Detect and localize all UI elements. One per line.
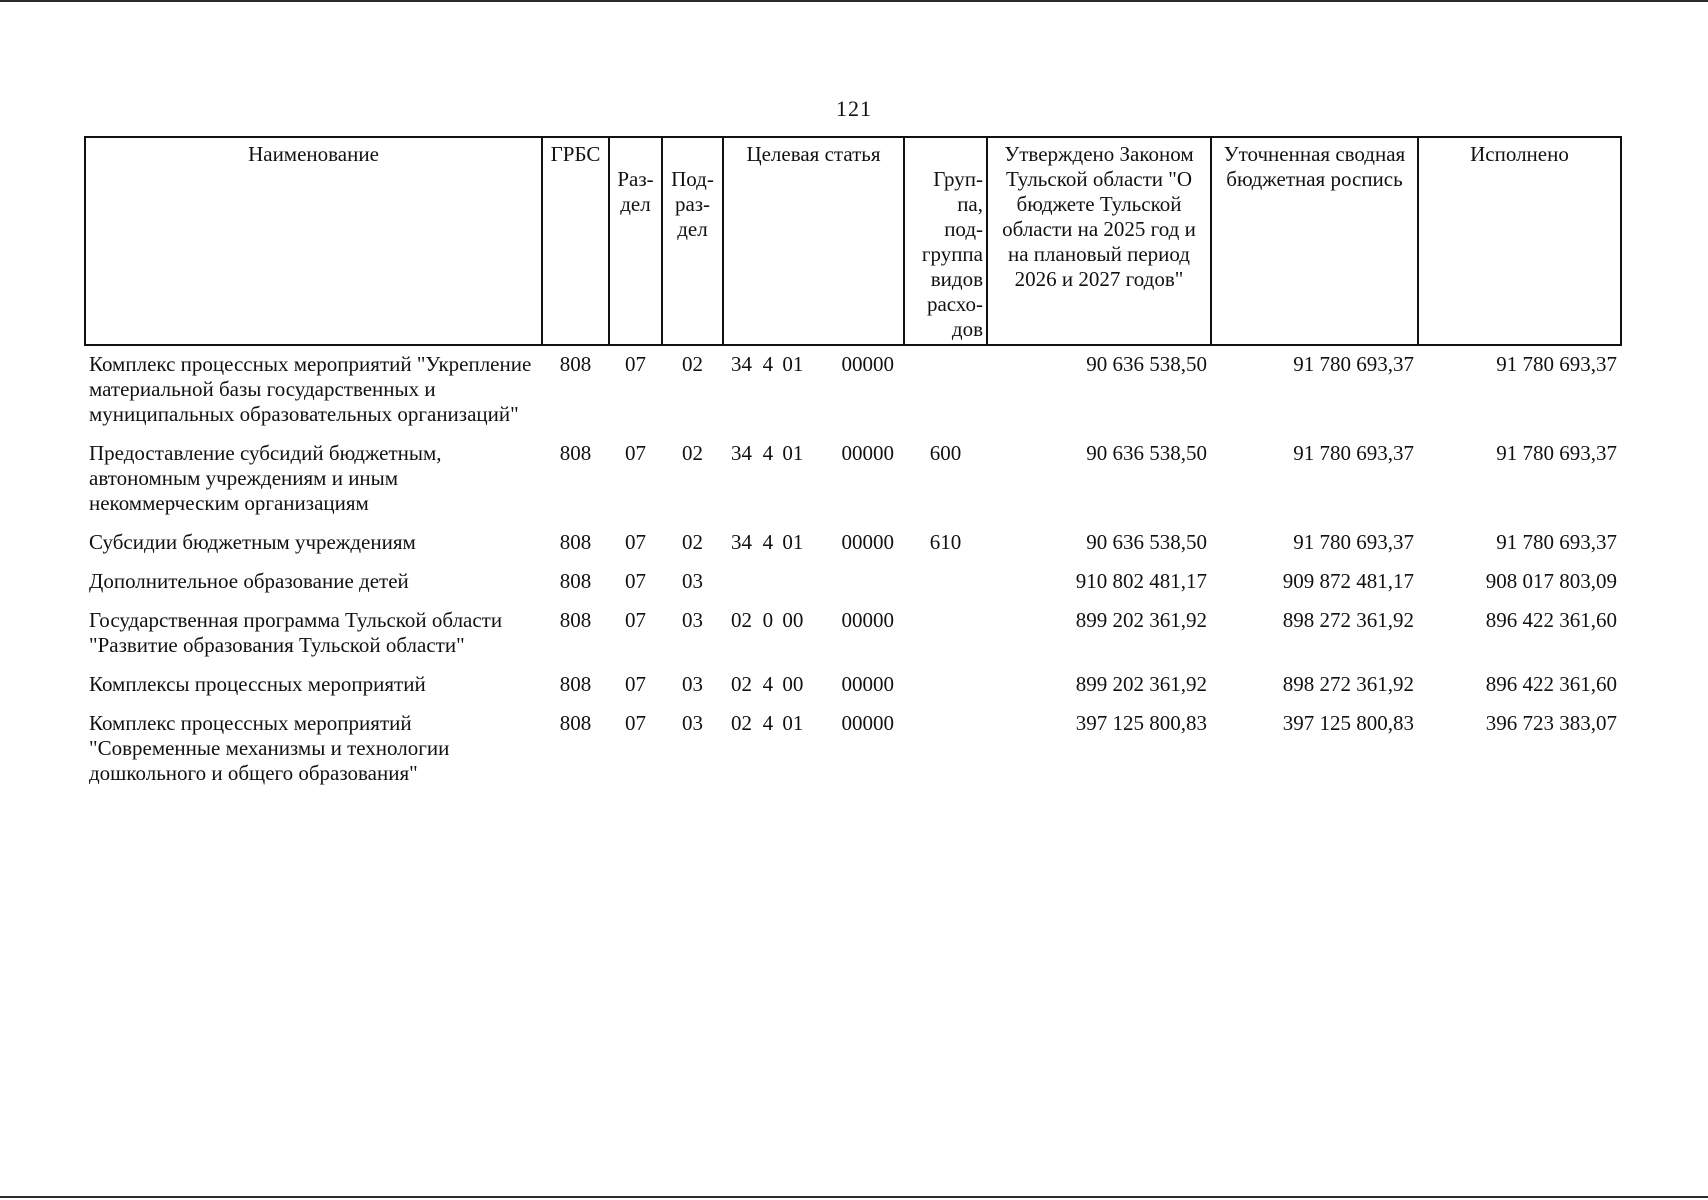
table-row: [85, 569, 1621, 608]
cell-gruppa: [904, 345, 987, 441]
header-celevaya-statya-text: Целевая статья: [746, 142, 881, 166]
cell-utverzhdeno: 90 636 538,50: [1086, 441, 1207, 465]
cell-utverzhdeno: 90 636 538,50: [1086, 530, 1207, 554]
cell-podrazdel: 03: [682, 672, 703, 696]
cs-type: 4: [762, 352, 774, 376]
cell-podrazdel: 03: [682, 711, 703, 735]
cs-element: 01: [782, 530, 804, 554]
cs-direction: 00000: [841, 441, 894, 465]
header-celevaya-statya: [723, 137, 904, 345]
cell-grbs: 808: [559, 672, 592, 696]
cs-element: 00: [782, 672, 804, 696]
table-row: [85, 345, 1621, 441]
cell-utochnennaya: 397 125 800,83: [1282, 711, 1414, 735]
cell-utverzhdeno: 397 125 800,83: [1075, 711, 1207, 735]
header-name: [85, 137, 542, 345]
cell-gruppa: 600: [929, 441, 962, 465]
cell-ispolneno: 91 780 693,37: [1496, 352, 1617, 376]
cell-podrazdel: 03: [682, 569, 703, 593]
header-utochnennaya-text: Уточненная сводная бюджетная роспись: [1223, 142, 1406, 191]
header-razdel-text: Раз- дел: [617, 167, 654, 216]
cell-podrazdel: 03: [682, 608, 703, 632]
table-row: [85, 608, 1621, 672]
cell-utverzhdeno: 90 636 538,50: [1086, 352, 1207, 376]
cell-podrazdel: 02: [682, 441, 703, 465]
cell-name: Комплекс процессных мероприятий "Укрепление материальной базы государственных и муниципальных образовательных организаций": [89, 352, 532, 426]
scan-edge-bottom: [0, 1196, 1708, 1198]
cell-utochnennaya: 909 872 481,17: [1282, 569, 1414, 593]
cell-name: Комплекс процессных мероприятий "Современные механизмы и технологии дошкольного и общего образования": [89, 711, 450, 785]
cs-program: 02: [731, 672, 752, 696]
table-row: [85, 530, 1621, 569]
scan-edge-top: [0, 0, 1708, 2]
cell-gruppa: [904, 569, 987, 608]
cs-direction: 00000: [841, 672, 894, 696]
cell-utochnennaya: 898 272 361,92: [1282, 608, 1414, 632]
cell-razdel: 07: [625, 711, 646, 735]
header-utverzhdeno-text: Утверждено Законом Тульской области "О бюджете Тульской области на 2025 год и на плановый период 2026 и 2027 годов": [1002, 142, 1196, 291]
cell-name: Государственная программа Тульской области "Развитие образования Тульской области": [89, 608, 503, 657]
cell-ispolneno: 896 422 361,60: [1485, 672, 1617, 696]
cell-ispolneno: 896 422 361,60: [1485, 608, 1617, 632]
cs-element: 00: [782, 608, 804, 632]
cs-type: 0: [762, 608, 774, 632]
header-name-text: Наименование: [248, 142, 379, 166]
cell-grbs: 808: [559, 530, 592, 554]
page-number: 121: [836, 96, 872, 121]
header-gruppa-text: Груп- па, под- группа видов расхо- дов: [921, 167, 983, 341]
header-ispolneno: [1418, 137, 1621, 345]
cs-element: 01: [782, 352, 804, 376]
table-body: [85, 345, 1621, 786]
cs-direction: 00000: [841, 352, 894, 376]
cell-razdel: 07: [625, 672, 646, 696]
header-utverzhdeno: [987, 137, 1211, 345]
cell-grbs: 808: [559, 441, 592, 465]
cell-grbs: 808: [559, 569, 592, 593]
cell-celevaya-statya: [723, 441, 904, 530]
cell-utverzhdeno: 899 202 361,92: [1075, 608, 1207, 632]
cell-celevaya-statya: [723, 711, 904, 786]
cell-celevaya-statya: [723, 345, 904, 441]
cell-celevaya-statya: [723, 608, 904, 672]
cell-name: Комплексы процессных мероприятий: [89, 672, 426, 696]
cell-gruppa: [904, 711, 987, 786]
cs-type: 4: [762, 711, 774, 735]
cell-celevaya-statya: [723, 530, 904, 569]
cs-type: 4: [762, 530, 774, 554]
cell-grbs: 808: [559, 711, 592, 735]
cell-podrazdel: 02: [682, 352, 703, 376]
cell-utochnennaya: 898 272 361,92: [1282, 672, 1414, 696]
cell-utochnennaya: 91 780 693,37: [1293, 352, 1414, 376]
cs-type: 4: [762, 672, 774, 696]
cell-name: Предоставление субсидий бюджетным, автономным учреждениям и иным некоммерческим организациям: [89, 441, 442, 515]
cell-ispolneno: 908 017 803,09: [1485, 569, 1617, 593]
header-grbs-text: ГРБС: [550, 142, 601, 166]
table-header: [85, 137, 1621, 345]
cell-gruppa: [904, 672, 987, 711]
header-gruppa: [904, 137, 987, 345]
cs-program: 34: [731, 530, 752, 554]
cell-razdel: 07: [625, 569, 646, 593]
cs-direction: 00000: [841, 711, 894, 735]
cell-podrazdel: 02: [682, 530, 703, 554]
header-ispolneno-text: Исполнено: [1470, 142, 1569, 166]
cs-program: 34: [731, 352, 752, 376]
cell-grbs: 808: [559, 352, 592, 376]
table-row: [85, 672, 1621, 711]
cell-ispolneno: 91 780 693,37: [1496, 530, 1617, 554]
cs-type: 4: [762, 441, 774, 465]
cell-name: Субсидии бюджетным учреждениям: [89, 530, 416, 554]
header-podrazdel: [662, 137, 723, 345]
cell-name: Дополнительное образование детей: [89, 569, 409, 593]
header-podrazdel-text: Под- раз- дел: [671, 167, 714, 241]
header-utochnennaya: [1211, 137, 1418, 345]
cell-utverzhdeno: 899 202 361,92: [1075, 672, 1207, 696]
cell-gruppa: [904, 608, 987, 672]
cell-razdel: 07: [625, 608, 646, 632]
cell-ispolneno: 91 780 693,37: [1496, 441, 1617, 465]
cs-program: 34: [731, 441, 752, 465]
budget-table: [84, 136, 1622, 786]
cell-gruppa: 610: [929, 530, 962, 554]
cs-element: 01: [782, 711, 804, 735]
cell-razdel: 07: [625, 530, 646, 554]
cell-ispolneno: 396 723 383,07: [1485, 711, 1617, 735]
cs-program: 02: [731, 711, 752, 735]
cell-utochnennaya: 91 780 693,37: [1293, 441, 1414, 465]
cell-celevaya-statya: [723, 569, 904, 608]
cs-direction: 00000: [841, 530, 894, 554]
cell-grbs: 808: [559, 608, 592, 632]
cell-razdel: 07: [625, 352, 646, 376]
header-grbs: [542, 137, 609, 345]
header-row: [85, 137, 1621, 345]
cell-utochnennaya: 91 780 693,37: [1293, 530, 1414, 554]
cs-direction: 00000: [841, 608, 894, 632]
cs-program: 02: [731, 608, 752, 632]
cell-razdel: 07: [625, 441, 646, 465]
cell-utverzhdeno: 910 802 481,17: [1075, 569, 1207, 593]
table-row: [85, 441, 1621, 530]
header-razdel: [609, 137, 662, 345]
cell-celevaya-statya: [723, 672, 904, 711]
table-row: [85, 711, 1621, 786]
cs-element: 01: [782, 441, 804, 465]
